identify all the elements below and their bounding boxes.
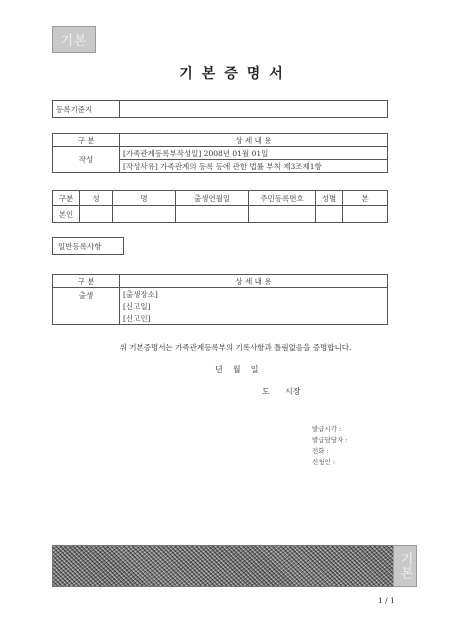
issuance-info (312, 424, 348, 468)
record-col-category: 구 분 (53, 134, 120, 147)
general-section-label-text: 일반등록사항 (58, 241, 102, 251)
person-cell-surname (80, 206, 113, 223)
stamp-text-vertical: 기본 (397, 552, 413, 580)
issuance-phone: 전화 : (312, 447, 329, 455)
office-head-line: 도 시장 (262, 387, 301, 396)
person-cell-name (113, 206, 176, 223)
issuance-time: 발급시각 : (312, 425, 342, 433)
record-line-2: [작성사유] 가족관계의 등록 등에 관한 법률 부칙 제3조제1항 (120, 160, 388, 173)
record-row-label: 작성 (53, 147, 120, 173)
certification-statement: 위 기본증명서는 가족관계등록부의 기록사항과 틀림없음을 증명합니다. (119, 343, 352, 352)
registry-value (120, 101, 388, 118)
person-header-name: 명 (113, 191, 176, 206)
general-item-reporter: [신고인] (120, 312, 388, 325)
record-col-details: 상 세 내 용 (120, 134, 388, 147)
person-table (52, 190, 388, 223)
person-header-category: 구분 (53, 191, 80, 206)
general-section-label (52, 237, 124, 255)
record-line-1: [가족관계등록부작성일] 2008년 01월 01일 (120, 147, 388, 160)
stamp-bottom-right (393, 545, 417, 587)
issuance-officer: 발급담당자 : (312, 436, 348, 444)
registry-table (52, 100, 388, 118)
registry-label: 등록기준지 (53, 101, 120, 118)
issuance-applicant: 신청인 : (312, 458, 336, 466)
person-header-resident-number: 주민등록번호 (249, 191, 316, 206)
person-row-label: 본인 (53, 206, 80, 223)
person-cell-origin (343, 206, 388, 223)
general-row-label: 출생 (53, 288, 120, 325)
person-header-birthdate: 출생연월일 (176, 191, 249, 206)
general-table (52, 274, 388, 325)
general-item-report-date: [신고일] (120, 300, 388, 312)
general-item-birthplace: [출생장소] (120, 288, 388, 301)
stamp-top-left (52, 26, 96, 53)
page-number: 1 / 1 (378, 596, 395, 605)
issue-date-line: 년 월 일 (215, 365, 259, 374)
person-cell-birthdate (176, 206, 249, 223)
person-header-surname: 성 (80, 191, 113, 206)
person-header-sex: 성별 (316, 191, 343, 206)
person-header-origin: 본 (343, 191, 388, 206)
stamp-text: 기본 (60, 34, 88, 49)
person-cell-resident-number (249, 206, 316, 223)
document-title: 기본증명서 (179, 66, 292, 82)
record-table (52, 133, 388, 173)
general-col-details: 상 세 내 용 (120, 275, 388, 288)
security-pattern-strip (52, 545, 394, 587)
person-cell-sex (316, 206, 343, 223)
general-col-category: 구 분 (53, 275, 120, 288)
